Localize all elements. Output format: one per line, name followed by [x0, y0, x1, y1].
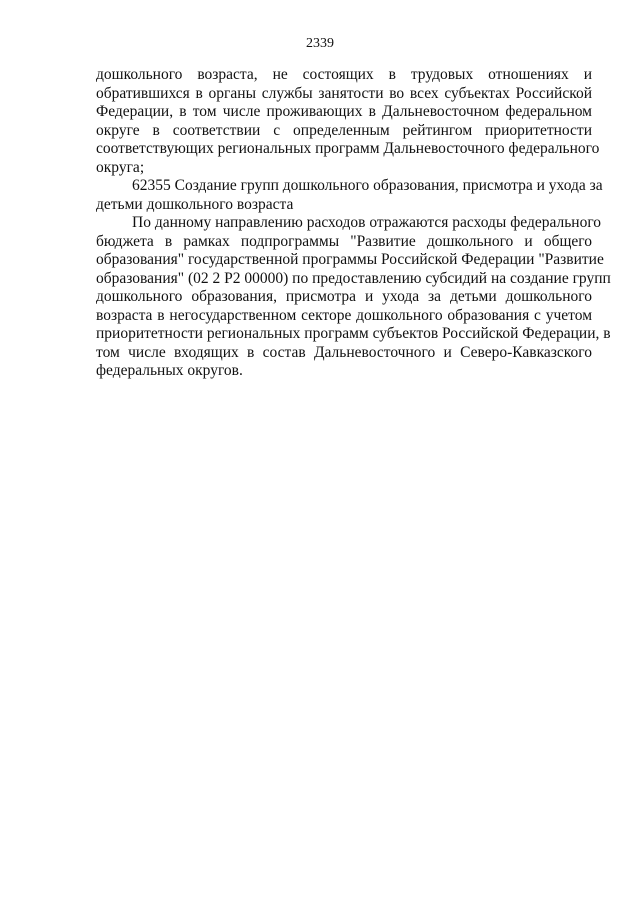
text-line: округа;	[96, 158, 145, 176]
document-body	[96, 66, 611, 381]
text-line: федеральных округов.	[96, 362, 243, 379]
text-line: Федерации, в том числе проживающих в Дальневосточном федеральном	[96, 103, 592, 120]
text-line: 62355 Создание групп дошкольного образования, присмотра и ухода за	[132, 177, 603, 194]
paragraph-item-62355	[96, 177, 603, 214]
text-line: дошкольного образования, присмотра и ухода за детьми дошкольного	[96, 288, 592, 305]
text-line: соответствующих региональных программ Дальневосточного федерального	[96, 140, 600, 157]
text-line: бюджета в рамках подпрограммы "Развитие дошкольного и общего	[96, 232, 592, 250]
text-line: приоритетности региональных программ субъектов Российской Федерации, в	[96, 325, 611, 342]
text-line: возраста в негосударственном секторе дошкольного образования с учетом	[96, 306, 592, 324]
text-line: детьми дошкольного возраста	[96, 195, 294, 213]
text-line: округе в соответствии с определенным рейтингом приоритетности	[96, 121, 592, 139]
text-line: По данному направлению расходов отражаются расходы федерального	[132, 214, 602, 231]
text-line: том числе входящих в состав Дальневосточного и Северо-Кавказского	[96, 343, 592, 361]
paragraph-description	[96, 214, 611, 381]
text-line: образования" государственной программы Российской Федерации "Развитие	[96, 251, 604, 268]
paragraph-continuation	[96, 66, 600, 177]
text-line: обратившихся в органы службы занятости во всех субъектах Российской	[96, 84, 592, 102]
text-line: дошкольного возраста, не состоящих в трудовых отношениях и	[96, 66, 592, 83]
text-line: образования" (02 2 Р2 00000) по предоставлению субсидий на создание групп	[96, 269, 611, 287]
page-number: 2339	[306, 36, 334, 51]
